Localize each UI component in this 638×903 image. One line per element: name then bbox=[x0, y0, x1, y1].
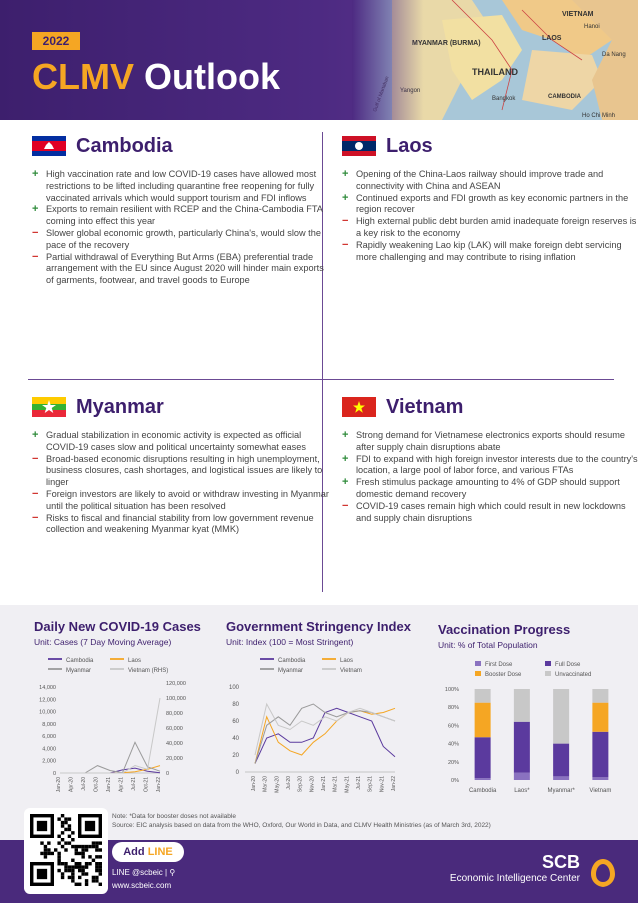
qr-module bbox=[68, 824, 71, 827]
minus-icon: − bbox=[32, 511, 39, 524]
qr-module bbox=[95, 879, 98, 882]
qr-module bbox=[88, 855, 91, 858]
qr-module bbox=[95, 865, 98, 868]
bullet-text: Risks to fiscal and financial stability from low government revenue collection and weakening Myanmar kyat (MMK) bbox=[46, 512, 314, 535]
y-tick-label: 80% bbox=[447, 705, 459, 712]
bullet-text: Partial withdrawal of Everything But Arms (EBA) preferential trade arrangement with the EU since August 2020 will hinder main exports of garments, footwear, and travel goods to Europe bbox=[46, 251, 324, 286]
qr-module bbox=[99, 848, 102, 851]
qr-module bbox=[99, 862, 102, 865]
qr-finder bbox=[37, 821, 47, 831]
qr-module bbox=[71, 845, 74, 848]
line-id[interactable] bbox=[112, 868, 175, 877]
qr-module bbox=[71, 872, 74, 875]
bullet-text: Continued exports and FDI growth as key economic partners in the region recover bbox=[356, 192, 629, 215]
bullet-item bbox=[342, 501, 638, 525]
qr-module bbox=[57, 869, 60, 872]
qr-module bbox=[54, 848, 57, 851]
qr-module bbox=[61, 821, 64, 824]
x-tick-label: Jan-22 bbox=[156, 777, 162, 793]
page-title bbox=[32, 56, 280, 98]
series-line-vietnam bbox=[255, 704, 395, 755]
qr-module bbox=[81, 869, 84, 872]
qr-module bbox=[95, 869, 98, 872]
bar-unvaccinated bbox=[592, 689, 608, 703]
x-tick-label: May-20 bbox=[274, 776, 281, 793]
qr-module bbox=[95, 876, 98, 879]
legend-label: Booster Dose bbox=[485, 672, 522, 678]
x-tick-label: Jan-20 bbox=[56, 777, 62, 793]
qr-module bbox=[64, 828, 67, 831]
qr-module bbox=[78, 852, 81, 855]
qr-module bbox=[85, 872, 88, 875]
x-tick-label: Jul-21 bbox=[131, 777, 137, 791]
legend-swatch bbox=[475, 671, 481, 676]
legend-label: Vietnam (RHS) bbox=[128, 668, 169, 674]
bullet-list bbox=[342, 169, 638, 263]
bullet-text: Rapidly weakening Lao kip (LAK) will make foreign debt servicing more challenging and may contribute to rising inflation bbox=[356, 239, 622, 262]
qr-module bbox=[88, 862, 91, 865]
bullet-text: High external public debt burden amid inadequate foreign reserves is a key risk to the economy bbox=[356, 216, 637, 238]
bullet-item bbox=[32, 430, 332, 454]
horizontal-divider bbox=[28, 379, 614, 380]
qr-module bbox=[85, 883, 88, 886]
qr-module bbox=[95, 841, 98, 844]
chart1-unit: Unit: Cases (7 Day Moving Average) bbox=[34, 637, 172, 647]
category-label: Laos* bbox=[514, 788, 530, 794]
y-tick-label: 60 bbox=[232, 719, 239, 725]
x-tick-label: Jul-20 bbox=[286, 776, 292, 790]
bullet-item bbox=[342, 169, 638, 193]
minus-icon: − bbox=[32, 250, 39, 263]
qr-module bbox=[68, 869, 71, 872]
qr-code[interactable] bbox=[24, 808, 108, 894]
y-tick-label: 14,000 bbox=[39, 685, 56, 691]
x-tick-label: Oct-21 bbox=[143, 777, 150, 793]
qr-module bbox=[78, 869, 81, 872]
qr-module bbox=[64, 862, 67, 865]
qr-module bbox=[61, 876, 64, 879]
qr-module bbox=[81, 872, 84, 875]
map-image bbox=[352, 0, 638, 120]
plus-icon: + bbox=[32, 429, 39, 441]
y-tick-label: 80 bbox=[232, 702, 239, 708]
bar-unvaccinated bbox=[514, 689, 530, 722]
qr-module bbox=[61, 814, 64, 817]
legend-swatch bbox=[475, 661, 481, 666]
x-tick-label: Mar-20 bbox=[262, 776, 269, 792]
bullet-text: Strong demand for Vietnamese electronics exports should resume after supply chain disruptions abate bbox=[356, 430, 625, 452]
legend-label: Laos bbox=[128, 658, 142, 664]
legend-label: Unvaccinated bbox=[555, 672, 592, 678]
qr-module bbox=[44, 848, 47, 851]
bar-full-dose bbox=[475, 737, 491, 778]
qr-module bbox=[68, 876, 71, 879]
x-tick-label: Oct-20 bbox=[93, 777, 100, 793]
y-tick-label: 100 bbox=[228, 685, 239, 691]
x-tick-label: Sep-21 bbox=[367, 776, 374, 793]
qr-module bbox=[57, 859, 60, 862]
qr-module bbox=[47, 848, 50, 851]
qr-module bbox=[81, 848, 84, 851]
qr-module bbox=[78, 865, 81, 868]
legend-label: First Dose bbox=[485, 662, 513, 668]
qr-module bbox=[85, 848, 88, 851]
qr-module bbox=[99, 883, 102, 886]
bullet-item bbox=[342, 454, 638, 478]
bullet-text: Opening of the China-Laos railway should improve trade and connectivity with China and ASEAN bbox=[356, 169, 604, 191]
qr-module bbox=[68, 865, 71, 868]
bullet-item bbox=[342, 216, 638, 240]
qr-module bbox=[95, 845, 98, 848]
scb-logo-icon bbox=[586, 856, 620, 890]
bullet-text: FDI to expand with high foreign investor interests due to the country's location, a large pool of labor force, and various FTAs bbox=[356, 453, 638, 476]
category-label: Vietnam bbox=[589, 788, 612, 794]
note-line: Note: *Data for booster doses not available bbox=[112, 813, 236, 820]
bar-full-dose bbox=[592, 732, 608, 778]
y-tick-label: 100% bbox=[444, 687, 459, 693]
country-name: Cambodia bbox=[76, 134, 173, 157]
section-laos bbox=[342, 133, 638, 263]
plus-icon: + bbox=[32, 168, 39, 180]
category-label: Cambodia bbox=[468, 788, 497, 794]
qr-module bbox=[40, 852, 43, 855]
y-tick-label: 8,000 bbox=[42, 721, 56, 728]
website-link[interactable]: www.scbeic.com bbox=[112, 881, 172, 890]
minus-icon: − bbox=[32, 226, 39, 239]
bullet-text: Gradual stabilization in economic activity is expected as official COVID-19 cases slow and political uncertainty somewhat eases bbox=[46, 430, 306, 452]
legend-label: Full Dose bbox=[555, 662, 581, 668]
qr-module bbox=[68, 835, 71, 838]
chart3-title: Vaccination Progress bbox=[438, 622, 571, 637]
qr-module bbox=[68, 828, 71, 831]
qr-module bbox=[92, 845, 95, 848]
x-tick-label: Sep-20 bbox=[297, 776, 304, 793]
qr-module bbox=[85, 865, 88, 868]
qr-module bbox=[64, 817, 67, 820]
y-tick-label: 0 bbox=[235, 770, 239, 776]
bar-unvaccinated bbox=[553, 689, 569, 744]
qr-module bbox=[57, 817, 60, 820]
bullet-text: COVID-19 cases remain high which could result in new lockdowns and supply chain disruptions bbox=[356, 500, 626, 523]
search-icon: ⚲ bbox=[169, 868, 176, 877]
y-tick-label: 4,000 bbox=[42, 746, 56, 753]
qr-module bbox=[75, 845, 78, 848]
qr-module bbox=[61, 845, 64, 848]
qr-module bbox=[51, 852, 54, 855]
category-label: Myanmar* bbox=[547, 788, 575, 794]
x-tick-label: Mar-21 bbox=[332, 776, 339, 792]
year-badge: 2022 bbox=[32, 32, 80, 50]
bullet-item bbox=[32, 252, 332, 287]
y-tick-label: 40 bbox=[232, 736, 239, 742]
qr-module bbox=[64, 841, 67, 844]
qr-module bbox=[78, 883, 81, 886]
qr-module bbox=[64, 865, 67, 868]
qr-module bbox=[61, 838, 64, 841]
cambodia-flag-icon bbox=[32, 136, 66, 156]
plus-icon: + bbox=[32, 203, 39, 216]
y-tick-label: 2,000 bbox=[42, 758, 56, 765]
add-line-button[interactable] bbox=[112, 842, 184, 862]
y2-tick-label: 120,000 bbox=[166, 681, 186, 687]
qr-code-icon bbox=[30, 814, 102, 888]
bar-booster-dose bbox=[592, 703, 608, 732]
bullet-text: Exports to remain resilient with RCEP and the China-Cambodia FTA coming into effect this year bbox=[46, 204, 323, 227]
plus-icon: + bbox=[342, 191, 349, 204]
qr-module bbox=[99, 855, 102, 858]
qr-module bbox=[64, 848, 67, 851]
y-tick-label: 6,000 bbox=[42, 734, 56, 741]
x-tick-label: Apr-20 bbox=[68, 777, 75, 793]
qr-module bbox=[71, 865, 74, 868]
qr-module bbox=[71, 879, 74, 882]
qr-module bbox=[92, 876, 95, 879]
qr-module bbox=[78, 862, 81, 865]
covid-cases-chart bbox=[0, 605, 215, 810]
qr-module bbox=[81, 845, 84, 848]
qr-module bbox=[61, 862, 64, 865]
minus-icon: − bbox=[342, 215, 349, 228]
header-banner bbox=[0, 0, 638, 120]
qr-module bbox=[40, 841, 43, 844]
qr-module bbox=[85, 845, 88, 848]
qr-module bbox=[61, 824, 64, 827]
bullet-text: Fresh stimulus package amounting to 4% of GDP should support domestic demand recovery bbox=[356, 477, 620, 499]
country-name: Laos bbox=[386, 134, 433, 157]
qr-module bbox=[99, 869, 102, 872]
line-id-text: LINE @scbeic | bbox=[112, 868, 168, 877]
qr-module bbox=[81, 855, 84, 858]
bullet-text: High vaccination rate and low COVID-19 cases have allowed most restrictions to be lifted including quarantine free reopening for fully vaccinated arrivals which would support tourism and FDI inflows bbox=[46, 169, 317, 203]
qr-module bbox=[95, 862, 98, 865]
laos-flag-icon bbox=[342, 136, 376, 156]
qr-module bbox=[95, 855, 98, 858]
qr-module bbox=[71, 838, 74, 841]
x-tick-label: Nov-21 bbox=[379, 776, 386, 793]
bullet-item bbox=[32, 228, 332, 252]
qr-module bbox=[81, 852, 84, 855]
qr-module bbox=[71, 869, 74, 872]
bullet-item bbox=[32, 454, 332, 489]
qr-module bbox=[92, 841, 95, 844]
qr-module bbox=[75, 883, 78, 886]
plus-icon: + bbox=[342, 168, 349, 180]
qr-module bbox=[88, 845, 91, 848]
qr-module bbox=[99, 841, 102, 844]
vaccination-chart bbox=[425, 605, 638, 810]
minus-icon: − bbox=[342, 238, 349, 251]
legend-swatch bbox=[545, 661, 551, 666]
bar-first-dose bbox=[592, 777, 608, 780]
bullet-text: Foreign investors are likely to avoid or withdraw investing in Myanmar until the political situation has been resolved bbox=[46, 488, 329, 511]
legend-label: Myanmar bbox=[278, 668, 304, 674]
qr-module bbox=[78, 845, 81, 848]
qr-module bbox=[57, 835, 60, 838]
y-tick-label: 20 bbox=[232, 753, 239, 759]
title-rest: Outlook bbox=[144, 56, 280, 97]
qr-module bbox=[57, 852, 60, 855]
legend-label: Vietnam bbox=[340, 668, 362, 674]
bar-full-dose bbox=[553, 744, 569, 777]
qr-module bbox=[57, 841, 60, 844]
qr-module bbox=[71, 859, 74, 862]
section-vietnam bbox=[342, 394, 638, 524]
bullet-list bbox=[342, 430, 638, 524]
y2-tick-label: 0 bbox=[166, 771, 170, 777]
vietnam-flag-icon bbox=[342, 397, 376, 417]
qr-module bbox=[85, 879, 88, 882]
minus-icon: − bbox=[32, 487, 39, 500]
legend-swatch bbox=[545, 671, 551, 676]
qr-module bbox=[71, 831, 74, 834]
x-tick-label: Jan-22 bbox=[391, 776, 397, 792]
legend-label: Laos bbox=[340, 658, 354, 664]
y-tick-label: 40% bbox=[447, 741, 459, 748]
minus-icon: − bbox=[32, 452, 39, 465]
chart3-unit: Unit: % of Total Population bbox=[438, 640, 538, 650]
qr-module bbox=[44, 845, 47, 848]
x-tick-label: Jan-20 bbox=[251, 776, 257, 792]
x-tick-label: Jul-21 bbox=[356, 776, 362, 790]
y2-tick-label: 40,000 bbox=[166, 741, 183, 747]
qr-module bbox=[47, 852, 50, 855]
qr-module bbox=[75, 862, 78, 865]
qr-module bbox=[99, 872, 102, 875]
qr-module bbox=[61, 872, 64, 875]
country-name: Myanmar bbox=[76, 395, 164, 418]
legend-label: Cambodia bbox=[66, 658, 94, 664]
x-tick-label: Nov-20 bbox=[309, 776, 316, 793]
qr-module bbox=[75, 852, 78, 855]
qr-module bbox=[78, 876, 81, 879]
y-tick-label: 10,000 bbox=[39, 709, 56, 716]
bullet-text: Broad-based economic disruptions resulting in high unemployment, business closures, cash shortages, and logistical issues are likely to linger bbox=[46, 453, 323, 488]
bullet-item bbox=[342, 430, 638, 454]
source-line: Source: EIC analysis based on data from the WHO, Oxford, Our World in Data, and CLMV Health Ministries (as of March 3rd, 2022) bbox=[112, 822, 491, 829]
series-line-laos bbox=[60, 766, 160, 773]
qr-module bbox=[44, 852, 47, 855]
myanmar-flag-icon bbox=[32, 397, 66, 417]
qr-finder bbox=[85, 821, 95, 831]
x-tick-label: Jul-20 bbox=[81, 777, 87, 791]
scb-brand: SCB bbox=[541, 852, 580, 872]
qr-module bbox=[99, 865, 102, 868]
y-tick-label: 0 bbox=[52, 771, 56, 777]
qr-module bbox=[68, 841, 71, 844]
x-tick-label: Jan-21 bbox=[106, 777, 112, 793]
add-line-brand: LINE bbox=[147, 846, 173, 858]
y-tick-label: 20% bbox=[447, 759, 459, 766]
y2-tick-label: 80,000 bbox=[166, 711, 183, 717]
eic-brand: Economic Intelligence Center bbox=[449, 873, 580, 884]
plus-icon: + bbox=[342, 429, 349, 441]
bar-booster-dose bbox=[475, 703, 491, 738]
bullet-item bbox=[32, 204, 332, 228]
qr-finder bbox=[37, 869, 47, 879]
legend-label: Cambodia bbox=[278, 658, 306, 664]
qr-module bbox=[44, 855, 47, 858]
minus-icon: − bbox=[342, 499, 349, 512]
bar-first-dose bbox=[553, 776, 569, 780]
bar-full-dose bbox=[514, 722, 530, 773]
x-tick-label: Jan-21 bbox=[321, 776, 327, 792]
y2-tick-label: 100,000 bbox=[166, 696, 186, 702]
plus-icon: + bbox=[342, 452, 349, 465]
qr-module bbox=[57, 855, 60, 858]
x-tick-label: May-21 bbox=[344, 776, 351, 793]
stringency-chart bbox=[215, 605, 425, 810]
y-tick-label: 12,000 bbox=[39, 697, 56, 704]
bullet-text: Slower global economic growth, particularly China's, would slow the pace of the recovery bbox=[46, 227, 321, 250]
qr-module bbox=[57, 862, 60, 865]
title-accent: CLMV bbox=[32, 56, 134, 97]
plus-icon: + bbox=[342, 476, 349, 489]
bullet-item bbox=[342, 193, 638, 217]
bullet-item bbox=[342, 477, 638, 501]
y-tick-label: 0% bbox=[451, 778, 459, 784]
charts-panel bbox=[0, 605, 638, 840]
qr-module bbox=[81, 865, 84, 868]
bullet-list bbox=[32, 430, 332, 536]
qr-module bbox=[61, 831, 64, 834]
qr-module bbox=[68, 817, 71, 820]
qr-module bbox=[92, 859, 95, 862]
qr-module bbox=[92, 879, 95, 882]
bullet-item bbox=[32, 169, 332, 204]
qr-module bbox=[47, 841, 50, 844]
section-cambodia bbox=[32, 133, 332, 287]
qr-module bbox=[64, 869, 67, 872]
add-line-text: Add bbox=[123, 846, 145, 858]
bar-unvaccinated bbox=[475, 689, 491, 703]
country-name: Vietnam bbox=[386, 395, 464, 418]
y-tick-label: 60% bbox=[447, 723, 459, 730]
y2-tick-label: 20,000 bbox=[166, 756, 183, 762]
bullet-item bbox=[342, 240, 638, 264]
qr-module bbox=[64, 821, 67, 824]
bullet-item bbox=[32, 489, 332, 513]
chart2-title: Government Stringency Index bbox=[226, 619, 411, 634]
qr-module bbox=[95, 848, 98, 851]
notes bbox=[112, 812, 491, 830]
bar-first-dose bbox=[514, 773, 530, 780]
qr-module bbox=[85, 862, 88, 865]
bullet-list bbox=[32, 169, 332, 287]
qr-module bbox=[71, 876, 74, 879]
chart1-title: Daily New COVID-19 Cases bbox=[34, 619, 201, 634]
qr-module bbox=[75, 865, 78, 868]
section-myanmar bbox=[32, 394, 332, 536]
y2-tick-label: 60,000 bbox=[166, 726, 183, 732]
bar-first-dose bbox=[475, 778, 491, 780]
legend-label: Myanmar bbox=[66, 668, 92, 674]
bullet-item bbox=[32, 513, 332, 537]
chart2-unit: Unit: Index (100 = Most Stringent) bbox=[226, 637, 354, 647]
qr-module bbox=[75, 848, 78, 851]
x-tick-label: Apr-21 bbox=[118, 777, 125, 793]
